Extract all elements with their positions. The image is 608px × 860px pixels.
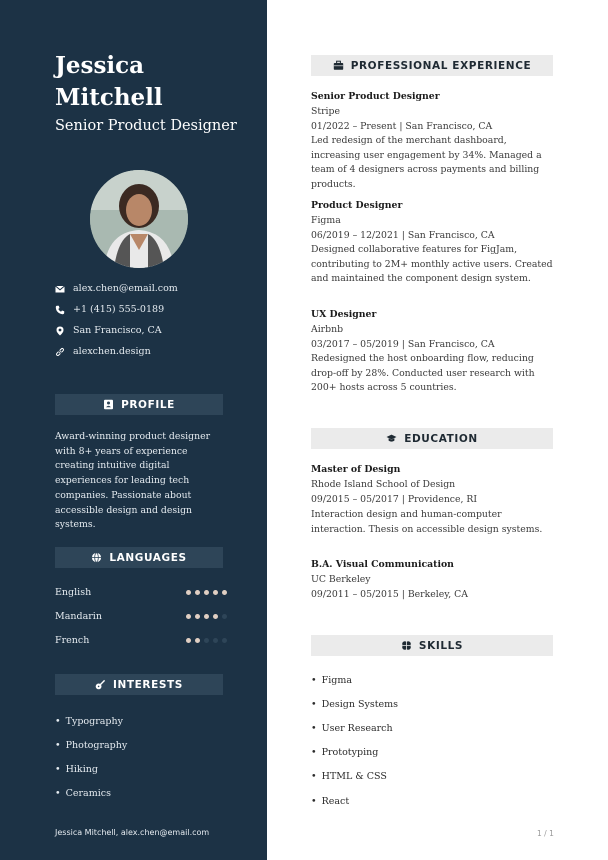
profile-heading: PROFILE — [55, 394, 223, 415]
globe-icon — [91, 552, 102, 563]
footer-contact: Jessica Mitchell, alex.chen@email.com — [55, 828, 210, 837]
level-dot — [204, 590, 209, 595]
language-name: French — [55, 634, 90, 646]
skill-item: • Design Systems — [311, 692, 398, 716]
profile-summary: Award-winning product designer with 8+ years of experience creating intuitive digital experiences for leading tech companies. Passionate about accessible design and design systems. — [55, 431, 211, 531]
mail-icon — [55, 284, 73, 294]
language-row — [55, 628, 227, 652]
location-pin-icon — [55, 326, 73, 336]
level-dot — [204, 614, 209, 619]
skills-heading: SKILLS — [311, 635, 553, 656]
level-dot — [213, 590, 218, 595]
skill-item: • HTML & CSS — [311, 765, 398, 789]
interest-item: • Ceramics — [55, 781, 227, 805]
contact-location: San Francisco, CA — [55, 320, 255, 341]
level-dot — [195, 638, 200, 643]
level-dot — [195, 614, 200, 619]
language-row — [55, 580, 227, 604]
level-dot — [222, 590, 227, 595]
experience-item: Product Designer Figma 06/2019 – 12/2021 | San Francisco, CA Designed collaborative features for FigJam, contributing to 2M+ monthly active users. Created and maintained the component design system. — [311, 200, 553, 284]
interest-item: • Photography — [55, 733, 227, 757]
interest-item: • Hiking — [55, 757, 227, 781]
language-level-dots — [186, 590, 227, 595]
phone-icon — [55, 305, 73, 315]
graduation-cap-icon — [386, 433, 397, 444]
brain-icon — [401, 640, 412, 651]
skill-item: • Figma — [311, 668, 398, 692]
education-heading: EDUCATION — [311, 428, 553, 449]
level-dot — [222, 638, 227, 643]
education-item: B.A. Visual Communication UC Berkeley 09/2011 – 05/2015 | Berkeley, CA — [311, 559, 468, 600]
level-dot — [186, 614, 191, 619]
interest-item: • Typography — [55, 709, 227, 733]
skill-item: • User Research — [311, 716, 398, 740]
language-level-dots — [186, 638, 227, 643]
link-icon — [55, 347, 73, 357]
level-dot — [213, 614, 218, 619]
level-dot — [195, 590, 200, 595]
skill-item: • React — [311, 789, 398, 813]
level-dot — [222, 614, 227, 619]
level-dot — [186, 590, 191, 595]
language-level-dots — [186, 614, 227, 619]
profile-photo — [90, 170, 188, 268]
contact-website[interactable]: alexchen.design — [55, 341, 255, 362]
candidate-title: Senior Product Designer — [55, 118, 237, 134]
briefcase-icon — [333, 60, 344, 71]
candidate-name: Jessica Mitchell — [55, 52, 163, 111]
level-dot — [204, 638, 209, 643]
interests-list — [55, 709, 227, 805]
id-card-icon — [103, 399, 114, 410]
language-row — [55, 604, 227, 628]
education-item: Master of Design Rhode Island School of Design 09/2015 – 05/2017 | Providence, RI Interaction design and human-computer interaction. Thesis on accessible design systems. — [311, 464, 543, 535]
languages-list — [55, 580, 227, 652]
level-dot — [186, 638, 191, 643]
skills-list — [311, 668, 398, 813]
language-name: English — [55, 586, 92, 598]
contact-email[interactable]: alex.chen@email.com — [55, 278, 255, 299]
interests-heading: INTERESTS — [55, 674, 223, 695]
guitar-icon — [95, 679, 106, 690]
language-name: Mandarin — [55, 610, 102, 622]
contact-phone[interactable]: +1 (415) 555-0189 — [55, 299, 255, 320]
experience-heading: PROFESSIONAL EXPERIENCE — [311, 55, 553, 76]
skill-item: • Prototyping — [311, 741, 398, 765]
experience-item: UX Designer Airbnb 03/2017 – 05/2019 | San Francisco, CA Redesigned the host onboarding flow, reducing drop-off by 28%. Conducted user research with 200+ hosts across 5 countries. — [311, 309, 535, 393]
experience-item: Senior Product Designer Stripe 01/2022 – Present | San Francisco, CA Led redesign of the merchant dashboard, increasing user engagement by 34%. Managed a team of 4 designers across payments and billing products. — [311, 91, 542, 190]
languages-heading: LANGUAGES — [55, 547, 223, 568]
level-dot — [213, 638, 218, 643]
page-number: 1 / 1 — [537, 829, 554, 838]
contact-list — [55, 278, 255, 362]
